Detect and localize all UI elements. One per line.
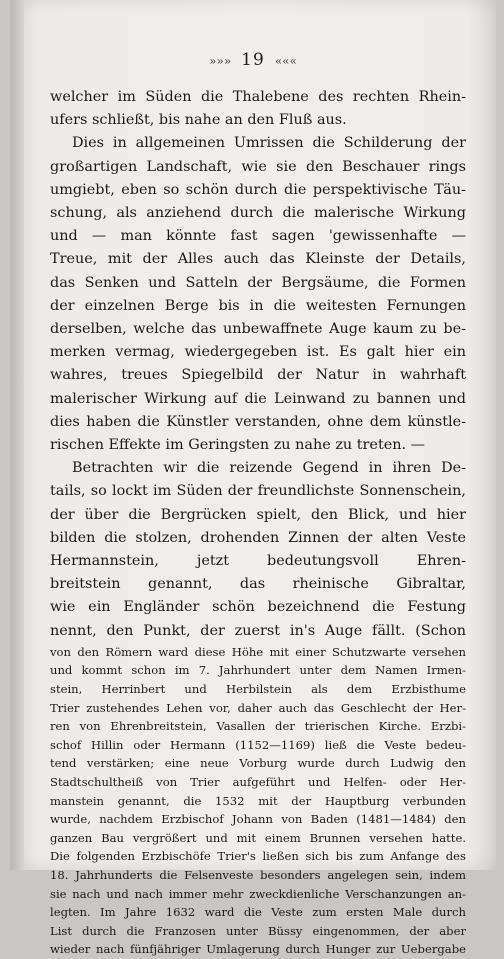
note-line: schof Hillin oder Hermann (1152—1169) ließ die Veste bedeu- xyxy=(50,737,466,752)
note-text xyxy=(50,643,466,959)
text-line: schung, als anziehend durch die malerische Wirkung xyxy=(50,205,466,222)
text-line: welcher im Süden die Thalebene des rechten Rhein- xyxy=(50,89,466,105)
text-line: der einzelnen Berge bis in die weitesten Fernungen xyxy=(50,297,466,314)
text-line: großartigen Landschaft, wie sie den Beschauer rings xyxy=(50,158,466,175)
text-line: Dies in allgemeinen Umrissen die Schilderung der xyxy=(72,135,466,152)
text-line: derselben, welche das unbewaffnete Auge kaum zu be- xyxy=(50,321,466,338)
text-line: der über die Bergrücken spielt, den Blick, und hier xyxy=(50,506,466,523)
text-line: das Senken und Satteln der Bergsäume, die Formen xyxy=(50,274,466,291)
body-text xyxy=(50,86,466,643)
text-line: und — man könnte fast sagen 'gewissenhafte — xyxy=(50,228,466,245)
text-line: merken vermag, wiedergegeben ist. Es galt hier ein xyxy=(50,344,466,361)
note-line: Stadtschultheiß von Trier aufgeführt und Helfen- oder Her- xyxy=(50,775,466,790)
note-line: Die folgenden Erzbischöfe Trier's ließen sich bis zum Anfange des xyxy=(50,849,466,864)
ornament-left: »»» xyxy=(209,54,232,68)
note-line: manstein genannt, die 1532 mit der Hauptburg verbunden xyxy=(50,793,466,808)
page-text xyxy=(50,86,466,959)
note-line: wieder nach fünfjähriger Umlagerung durch Hunger zur Uebergabe xyxy=(50,942,466,957)
text-line: tails, so lockt im Süden der freundlichste Sonnenschein, xyxy=(50,483,466,500)
text-line: wahres, treues Spiegelbild der Natur in wahrhaft xyxy=(50,367,466,384)
note-line: stein, Herrinbert und Herbilstein als dem Erzbisthume xyxy=(50,682,466,697)
note-line: wurde, nachdem Erzbischof Johann von Baden (1481—1484) den xyxy=(50,812,466,827)
note-line: und kommt schon im 7. Jahrhundert unter dem Namen Irmen- xyxy=(50,663,466,678)
text-line: dies haben die Künstler verstanden, ohne dem künstle- xyxy=(50,413,466,430)
text-line: Hermannstein, jetzt bedeutungsvoll Ehren- xyxy=(50,553,466,570)
note-line: sie nach und nach immer mehr zweckdienliche Verschanzungen an- xyxy=(50,886,466,901)
note-line: 18. Jahrhunderts die Felsenveste besonders angelegen sein, indem xyxy=(50,868,466,882)
text-line: breitstein genannt, das rheinische Gibraltar, xyxy=(50,576,466,593)
note-line: Trier zustehendes Lehen vor, daher auch das Geschlecht der Her- xyxy=(50,700,466,715)
text-line: rischen Effekte im Geringsten zu nahe zu treten. — xyxy=(50,437,426,454)
page-gutter xyxy=(10,0,24,870)
text-line: wie ein Engländer schön bezeichnend die Festung xyxy=(50,599,466,616)
note-line: ren von Ehrenbreitstein, Vasallen der trierischen Kirche. Erzbi- xyxy=(50,719,466,734)
ornament-right: ««« xyxy=(274,54,297,68)
note-line: von den Römern ward diese Höhe mit einer Schutzwarte versehen xyxy=(50,644,466,659)
page-header xyxy=(10,50,496,70)
note-line: legten. Im Jahre 1632 ward die Veste zum ersten Male durch xyxy=(50,905,466,920)
book-page xyxy=(10,0,496,957)
text-line: Treue, mit der Alles auch das Kleinste der Details, xyxy=(50,251,466,268)
note-line: tend verstärken; eine neue Vorburg wurde durch Ludwig den xyxy=(50,756,466,771)
text-line: umgiebt, eben so schön durch die perspektivische Täu- xyxy=(50,181,466,198)
page-number: 19 xyxy=(241,50,265,70)
text-line: ufers schließt, bis nahe an den Fluß aus. xyxy=(50,112,347,129)
note-line: ganzen Bau vergrößert und mit einem Brunnen versehen hatte. xyxy=(50,830,466,845)
text-line: malerischer Wirkung auf die Leinwand zu bannen und xyxy=(50,390,466,407)
note-line: List durch die Franzosen unter Büssy eingenommen, der aber xyxy=(50,923,466,938)
text-line: nennt, den Punkt, der zuerst in's Auge fällt. (Schon xyxy=(50,622,466,639)
text-line: bilden die stolzen, drohenden Zinnen der alten Veste xyxy=(50,529,466,546)
text-line: Betrachten wir die reizende Gegend in ihren De- xyxy=(72,460,466,477)
